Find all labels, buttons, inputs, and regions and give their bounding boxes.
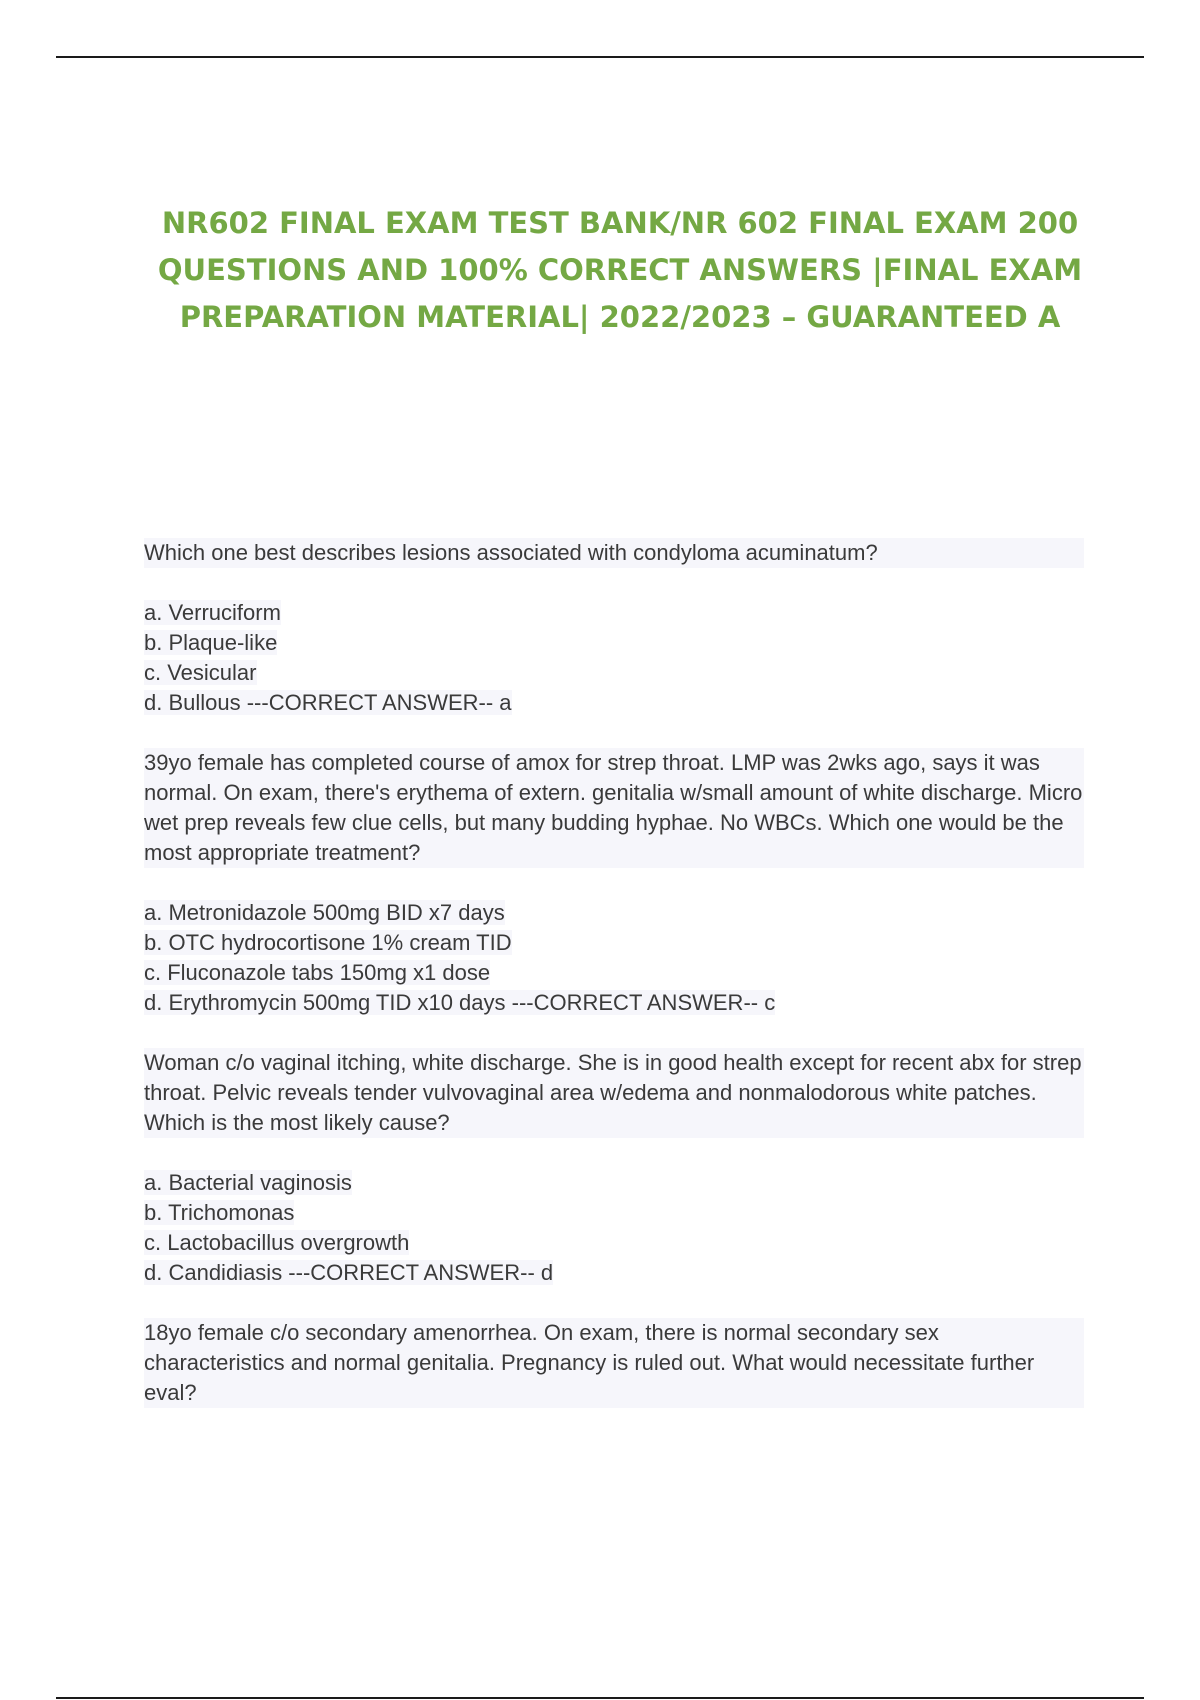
top-rule: [56, 56, 1144, 58]
answer-option-text: d. Candidiasis ---CORRECT ANSWER-- d: [144, 1260, 554, 1285]
question-block: [144, 1048, 1084, 1288]
answer-option: [144, 958, 1084, 988]
question-block: [144, 748, 1084, 1018]
answer-option: [144, 988, 1084, 1018]
answer-option-text: b. OTC hydrocortisone 1% cream TID: [144, 930, 512, 955]
answer-option: [144, 688, 1084, 718]
answer-option-text: a. Metronidazole 500mg BID x7 days: [144, 900, 505, 925]
bottom-rule: [56, 1697, 1144, 1699]
question-text: Woman c/o vaginal itching, white discharge. She is in good health except for recent abx for strep throat. Pelvic reveals tender vulvovaginal area w/edema and nonmalodorous white patches. Which is the most likely cause?: [144, 1048, 1084, 1138]
question-block: [144, 1318, 1084, 1408]
question-text: Which one best describes lesions associated with condyloma acuminatum?: [144, 538, 1084, 568]
answer-options: [144, 898, 1084, 1018]
title-line: NR602 FINAL EXAM TEST BANK/NR 602 FINAL EXAM 200: [161, 206, 1079, 240]
answer-option: [144, 598, 1084, 628]
title-line: PREPARATION MATERIAL| 2022/2023 – GUARANTEED A: [179, 300, 1061, 334]
answer-option: [144, 1198, 1084, 1228]
answer-options: [144, 598, 1084, 718]
answer-option-text: c. Vesicular: [144, 660, 257, 685]
answer-option: [144, 1168, 1084, 1198]
answer-option: [144, 928, 1084, 958]
question-text: 39yo female has completed course of amox for strep throat. LMP was 2wks ago, says it was normal. On exam, there's erythema of extern. genitalia w/small amount of white discharge. Micro wet prep reveals few clue cells, but many budding hyphae. No WBCs. Which one would be the most appropriate treatment?: [144, 748, 1084, 868]
answer-option: [144, 898, 1084, 928]
answer-option-text: a. Verruciform: [144, 600, 281, 625]
question-text: 18yo female c/o secondary amenorrhea. On exam, there is normal secondary sex characteristics and normal genitalia. Pregnancy is ruled out. What would necessitate further eval?: [144, 1318, 1084, 1408]
answer-options: [144, 1168, 1084, 1288]
answer-option-text: b. Plaque-like: [144, 630, 278, 655]
page-title: [130, 200, 1110, 341]
answer-option-text: c. Lactobacillus overgrowth: [144, 1230, 410, 1255]
question-block: [144, 538, 1084, 718]
answer-option-text: a. Bacterial vaginosis: [144, 1170, 352, 1195]
answer-option: [144, 658, 1084, 688]
answer-option-text: b. Trichomonas: [144, 1200, 295, 1225]
answer-option-text: d. Bullous ---CORRECT ANSWER-- a: [144, 690, 512, 715]
answer-option: [144, 628, 1084, 658]
title-line: QUESTIONS AND 100% CORRECT ANSWERS |FINAL EXAM: [157, 253, 1083, 287]
answer-option: [144, 1228, 1084, 1258]
question-list: [144, 538, 1084, 1408]
answer-option: [144, 1258, 1084, 1288]
answer-option-text: c. Fluconazole tabs 150mg x1 dose: [144, 960, 491, 985]
answer-option-text: d. Erythromycin 500mg TID x10 days ---CORRECT ANSWER-- c: [144, 990, 776, 1015]
